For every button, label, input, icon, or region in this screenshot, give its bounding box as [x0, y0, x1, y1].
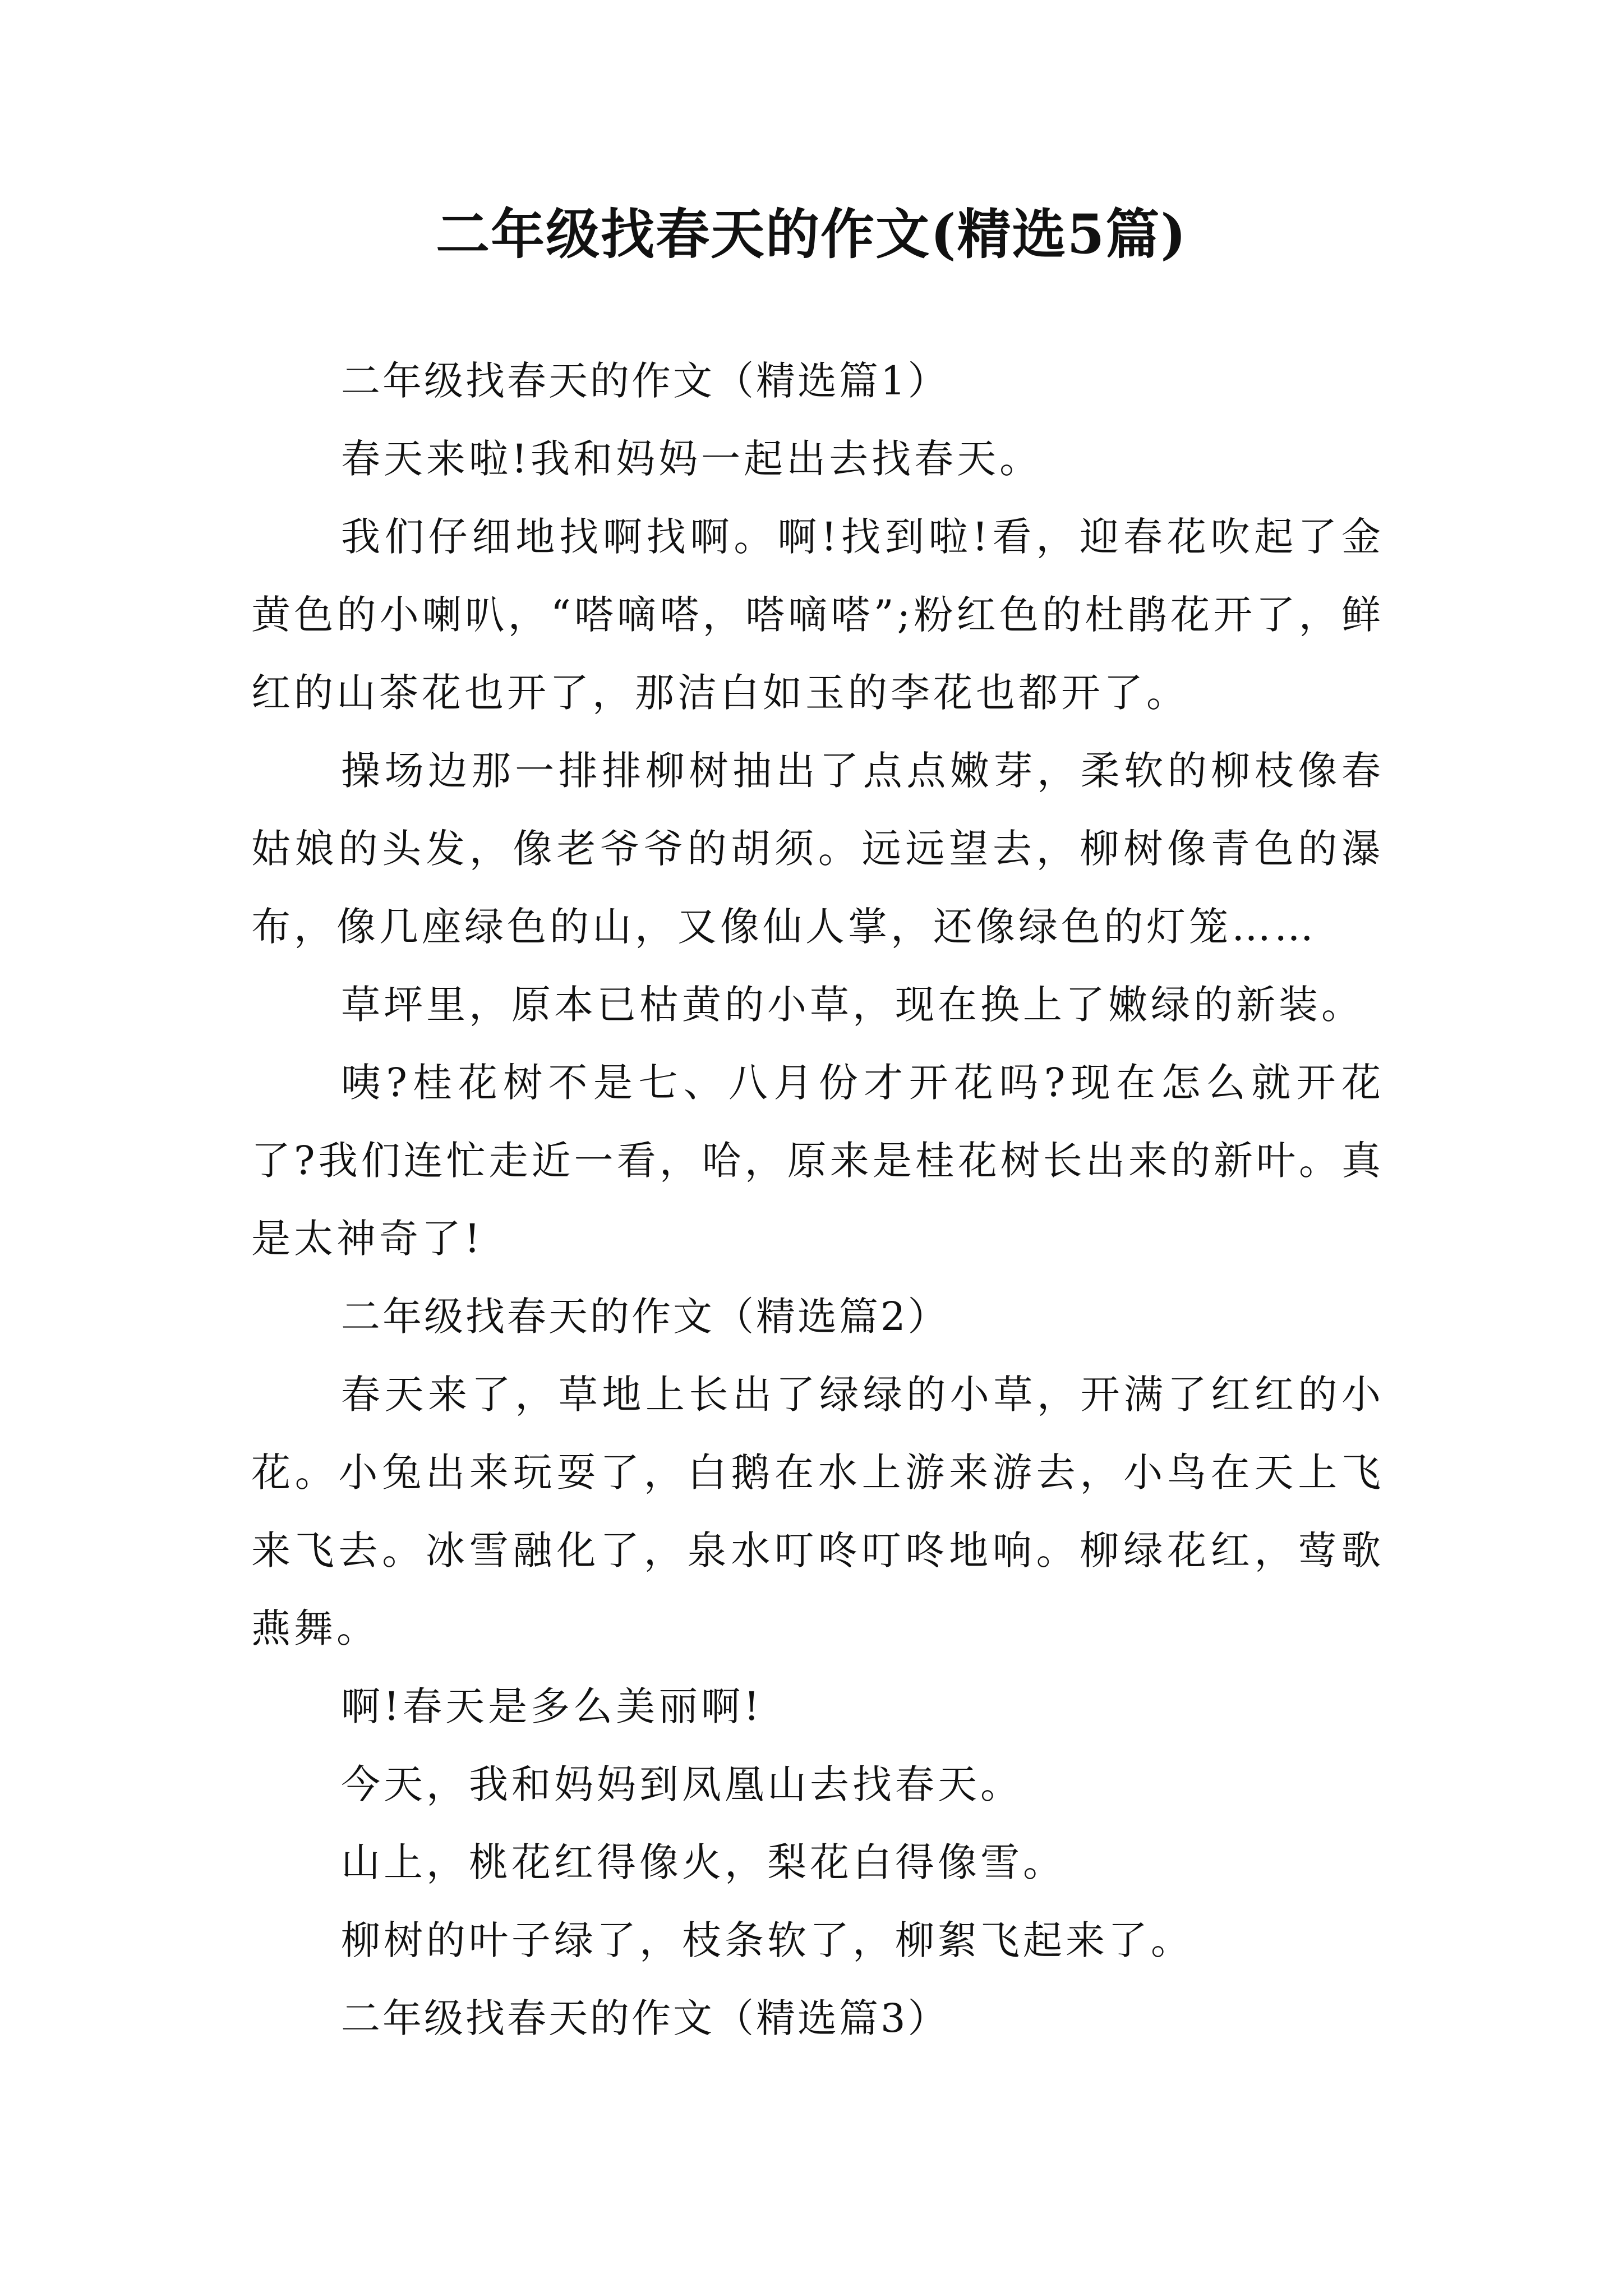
section-heading-1: 二年级找春天的作文（精选篇1）	[341, 358, 949, 404]
section-heading-3: 二年级找春天的作文（精选篇3）	[341, 1995, 949, 2041]
document-title: 二年级找春天的作文(精选5篇)	[436, 203, 1187, 266]
paragraph: 咦?桂花树不是七、八月份才开花吗?现在怎么就开花了?我们连忙走近一看，哈，原来是桂花树长出来的新叶。真是太神奇了!	[251, 1060, 1384, 1262]
paragraph: 山上，桃花红得像火，梨花白得像雪。	[341, 1839, 1066, 1885]
paragraph: 啊!春天是多么美丽啊!	[341, 1683, 763, 1729]
paragraph: 今天，我和妈妈到凤凰山去找春天。	[341, 1761, 1023, 1807]
paragraph: 春天来啦!我和妈妈一起出去找春天。	[341, 436, 1043, 482]
paragraph: 草坪里，原本已枯黄的小草，现在换上了嫩绿的新装。	[341, 982, 1364, 1028]
document-body	[251, 342, 1384, 2058]
section-heading-2: 二年级找春天的作文（精选篇2）	[341, 1294, 949, 1340]
paragraph: 操场边那一排排柳树抽出了点点嫩芽，柔软的柳枝像春姑娘的头发，像老爷爷的胡须。远远望去，柳树像青色的瀑布，像几座绿色的山，又像仙人掌，还像绿色的灯笼……	[251, 748, 1384, 950]
paragraph: 春天来了，草地上长出了绿绿的小草，开满了红红的小花。小兔出来玩耍了，白鹅在水上游来游去，小鸟在天上飞来飞去。冰雪融化了，泉水叮咚叮咚地响。柳绿花红，莺歌燕舞。	[251, 1372, 1384, 1651]
paragraph: 我们仔细地找啊找啊。啊!找到啦!看，迎春花吹起了金黄色的小喇叭，“嗒嘀嗒，嗒嘀嗒”;粉红色的杜鹃花开了，鲜红的山茶花也开了，那洁白如玉的李花也都开了。	[251, 514, 1384, 716]
paragraph: 柳树的叶子绿了，枝条软了，柳絮飞起来了。	[341, 1917, 1193, 1963]
